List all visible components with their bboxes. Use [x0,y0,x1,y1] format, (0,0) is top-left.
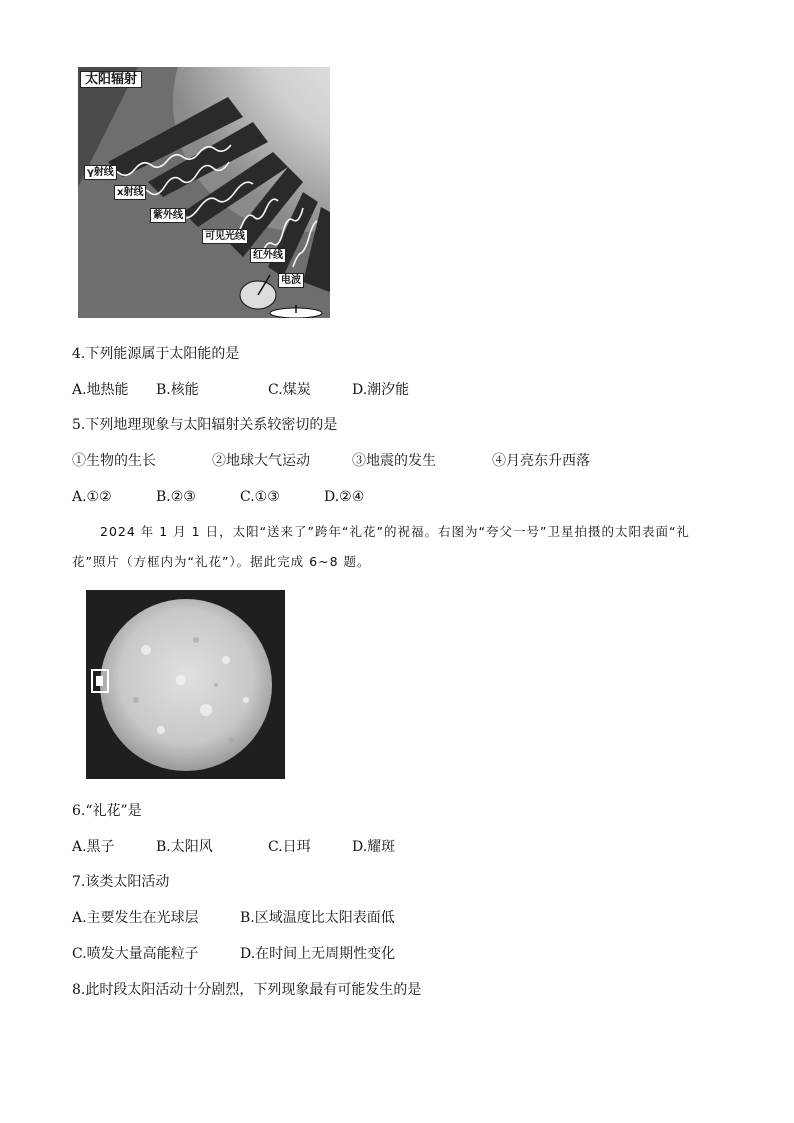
q5-option-c: C.①③ [240,489,280,505]
q6-option-a: A.黑子 [72,839,115,855]
figure-title: 太阳辐射 [80,71,142,88]
x-ray-label: x射线 [114,185,146,200]
gamma-ray-label: γ射线 [84,165,117,180]
q4-option-b: B.核能 [156,382,199,398]
q5-option-d: D.②④ [324,489,365,505]
question-7-stem: 7.该类太阳活动 [72,874,170,890]
q4-option-c: C.煤炭 [268,382,311,398]
q7-option-a: A.主要发生在光球层 [72,910,199,926]
q5-item-2: ②地球大气运动 [212,453,310,469]
q5-item-1: ①生物的生长 [72,453,156,469]
q7-option-d: D.在时间上无周期性变化 [240,946,396,962]
sun-photo [86,590,285,779]
infrared-label: 红外线 [250,248,286,263]
question-6-stem: 6.“礼花”是 [72,803,142,819]
question-5-stem: 5.下列地理现象与太阳辐射关系较密切的是 [72,417,338,433]
visible-light-label: 可见光线 [202,229,248,244]
q6-option-d: D.耀斑 [352,839,396,855]
ultraviolet-label: 紫外线 [150,208,186,223]
q7-option-c: C.喷发大量高能粒子 [72,946,199,962]
q4-option-a: A.地热能 [72,382,129,398]
q6-option-b: B.太阳风 [156,839,213,855]
q6-option-c: C.日珥 [268,839,311,855]
solar-radiation-figure [78,67,330,318]
radio-wave-label: 电波 [278,273,304,288]
q5-item-3: ③地震的发生 [352,453,436,469]
sun-photo-figure [86,590,285,779]
q7-option-b: B.区域温度比太阳表面低 [240,910,395,926]
passage-text: 2024 年 1 月 1 日，太阳“送来了”跨年“礼花”的祝福。右图为“夸父一号”卫星拍摄的太阳表面“礼花”照片（方框内为“礼花”）。据此完成 6~8 题。 [72,524,690,569]
q5-option-a: A.①② [72,489,112,505]
q5-item-4: ④月亮东升西落 [492,453,590,469]
question-8-stem: 8.此时段太阳活动十分剧烈，下列现象最有可能发生的是 [72,982,422,998]
question-4-stem: 4.下列能源属于太阳能的是 [72,346,240,362]
q4-option-d: D.潮汐能 [352,382,410,398]
q5-option-b: B.②③ [156,489,196,505]
